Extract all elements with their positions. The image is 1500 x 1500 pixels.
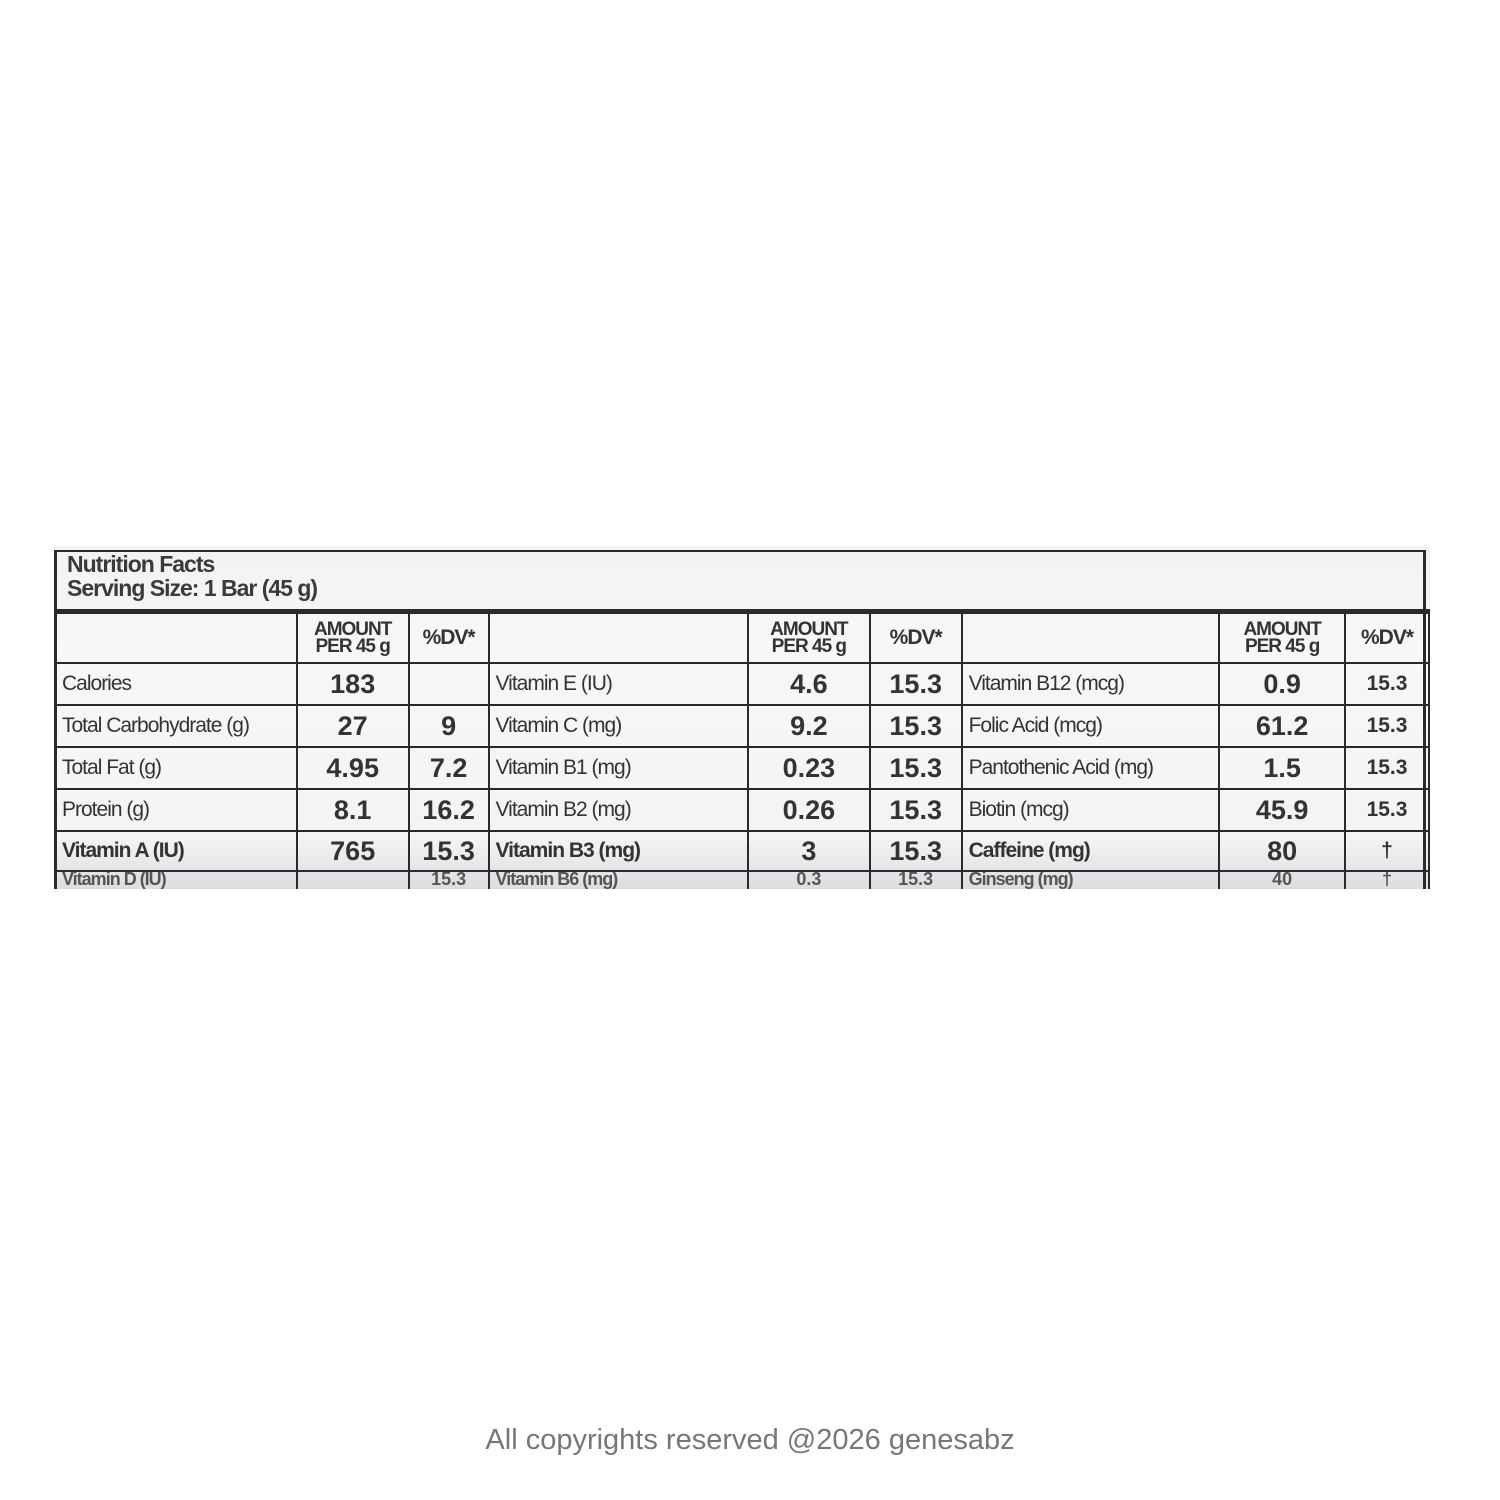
nutrient-amount: 0.3 xyxy=(748,871,870,889)
nutrition-label-photo xyxy=(54,546,1430,889)
nutrient-dv: 15.3 xyxy=(870,789,962,831)
table-row-cut-off xyxy=(55,871,1429,889)
nutrient-dv: 15.3 xyxy=(870,831,962,871)
nutrient-amount: 1.5 xyxy=(1219,747,1345,789)
nutrient-amount: 3 xyxy=(748,831,870,871)
dv-header-2: %DV* xyxy=(870,613,962,663)
nutrient-amount: 40 xyxy=(1219,871,1345,889)
nutrient-dv: 7.2 xyxy=(409,747,489,789)
nutrient-dv: 15.3 xyxy=(1345,663,1429,705)
nutrient-dv: 15.3 xyxy=(409,831,489,871)
nutrient-amount: 8.1 xyxy=(297,789,409,831)
nutrient-name: Ginseng (mg) xyxy=(962,871,1220,889)
header-row xyxy=(55,613,1429,663)
nutrient-name: Vitamin B2 (mg) xyxy=(489,789,748,831)
nutrient-dv: 9 xyxy=(409,705,489,747)
nutrient-name: Vitamin B3 (mg) xyxy=(489,831,748,871)
header-blank-2 xyxy=(489,613,748,663)
nutrient-name: Vitamin E (IU) xyxy=(489,663,748,705)
nutrient-name: Vitamin B12 (mcg) xyxy=(962,663,1220,705)
label-title: Nutrition Facts xyxy=(67,551,215,577)
nutrient-amount: 45.9 xyxy=(1219,789,1345,831)
nutrient-name: Total Carbohydrate (g) xyxy=(55,705,297,747)
nutrient-name: Calories xyxy=(55,663,297,705)
table-row xyxy=(55,789,1429,831)
nutrient-amount: 0.9 xyxy=(1219,663,1345,705)
header-blank-1 xyxy=(55,613,297,663)
nutrient-dv: 15.3 xyxy=(409,871,489,889)
table-row xyxy=(55,831,1429,871)
nutrient-amount: 4.6 xyxy=(748,663,870,705)
nutrient-name: Pantothenic Acid (mg) xyxy=(962,747,1220,789)
nutrient-amount: 80 xyxy=(1219,831,1345,871)
table-row xyxy=(55,663,1429,705)
nutrient-amount: 61.2 xyxy=(1219,705,1345,747)
nutrient-dv: 15.3 xyxy=(1345,705,1429,747)
nutrient-amount: 4.95 xyxy=(297,747,409,789)
nutrient-name: Vitamin A (IU) xyxy=(55,831,297,871)
nutrient-amount: 183 xyxy=(297,663,409,705)
nutrient-dv xyxy=(409,663,489,705)
dv-header-3: %DV* xyxy=(1345,613,1429,663)
nutrient-dv: 15.3 xyxy=(1345,789,1429,831)
nutrient-dv: † xyxy=(1345,831,1429,871)
dv-header-1: %DV* xyxy=(409,613,489,663)
nutrient-amount: 9.2 xyxy=(748,705,870,747)
nutrient-name: Folic Acid (mcg) xyxy=(962,705,1220,747)
table-row xyxy=(55,705,1429,747)
nutrient-name: Vitamin C (mg) xyxy=(489,705,748,747)
copyright-footer: All copyrights reserved @2026 genesabz xyxy=(485,1424,1015,1456)
nutrient-name: Biotin (mcg) xyxy=(962,789,1220,831)
table-row xyxy=(55,747,1429,789)
nutrient-amount: 765 xyxy=(297,831,409,871)
nutrition-table xyxy=(54,612,1430,889)
serving-size: Serving Size: 1 Bar (45 g) xyxy=(67,575,318,601)
nutrient-dv: 15.3 xyxy=(1345,747,1429,789)
nutrient-name: Total Fat (g) xyxy=(55,747,297,789)
nutrient-dv: 15.3 xyxy=(870,705,962,747)
nutrient-amount: 27 xyxy=(297,705,409,747)
nutrient-amount: 0.26 xyxy=(748,789,870,831)
nutrient-name: Caffeine (mg) xyxy=(962,831,1220,871)
header-blank-3 xyxy=(962,613,1220,663)
nutrient-name: Vitamin B1 (mg) xyxy=(489,747,748,789)
nutrient-dv: † xyxy=(1345,871,1429,889)
nutrient-name: Protein (g) xyxy=(55,789,297,831)
nutrient-amount xyxy=(297,871,409,889)
amount-header-3: AMOUNT PER 45 g xyxy=(1219,613,1345,663)
nutrient-amount: 0.23 xyxy=(748,747,870,789)
nutrient-dv: 15.3 xyxy=(870,871,962,889)
nutrient-dv: 15.3 xyxy=(870,747,962,789)
nutrient-name: Vitamin B6 (mg) xyxy=(489,871,748,889)
amount-header-1: AMOUNT PER 45 g xyxy=(297,613,409,663)
nutrient-dv: 15.3 xyxy=(870,663,962,705)
nutrient-name: Vitamin D (IU) xyxy=(55,871,297,889)
nutrient-dv: 16.2 xyxy=(409,789,489,831)
amount-header-2: AMOUNT PER 45 g xyxy=(748,613,870,663)
